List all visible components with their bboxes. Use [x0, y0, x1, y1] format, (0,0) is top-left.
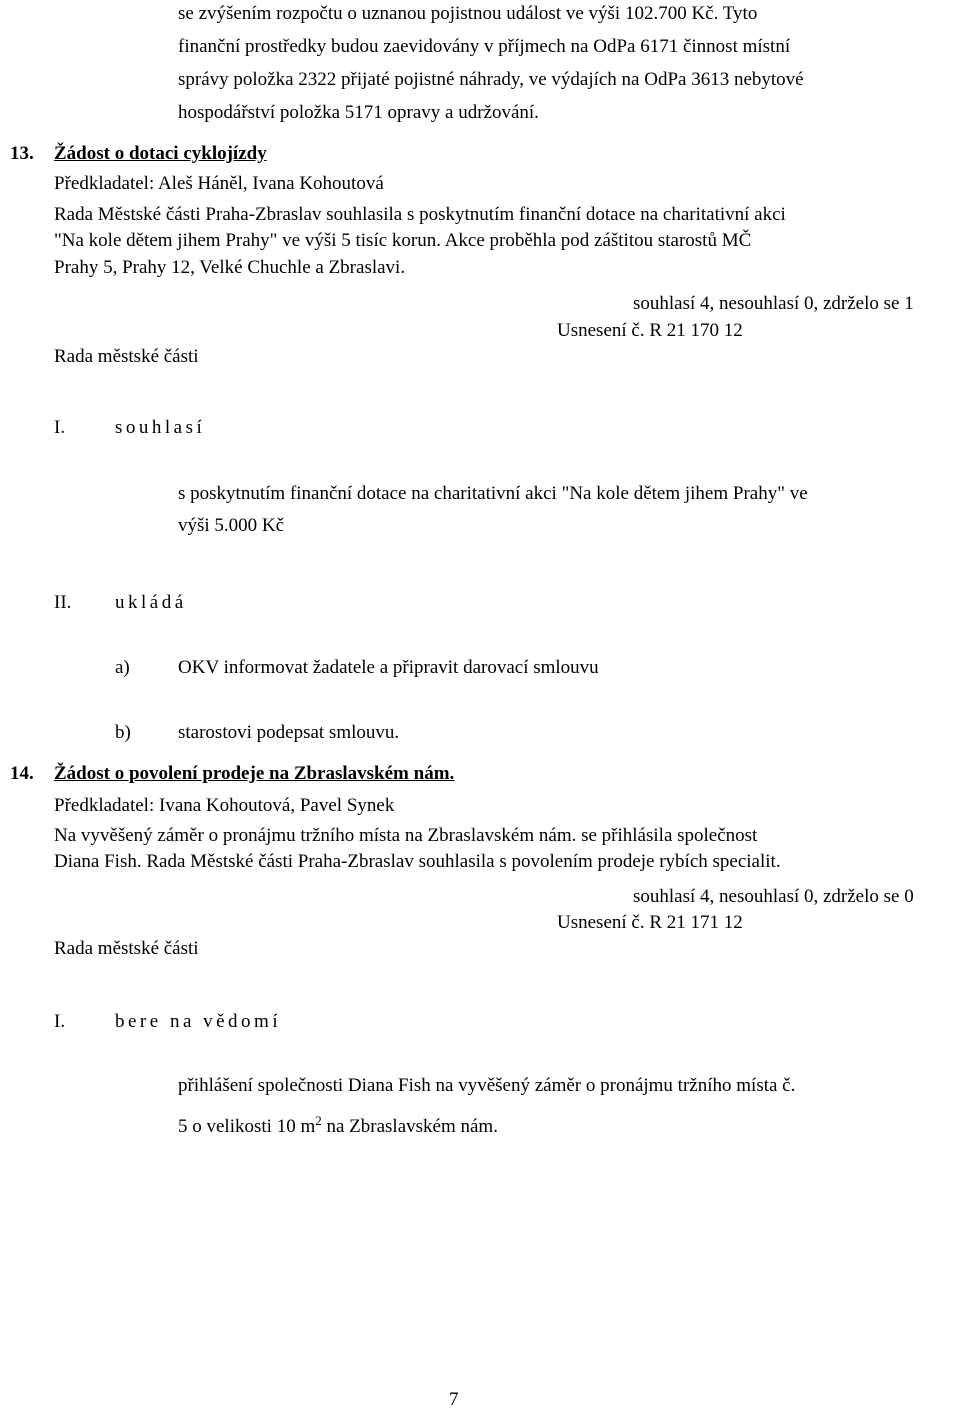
item-number: 13.: [10, 143, 34, 164]
vote-result: souhlasí 4, nesouhlasí 0, zdrželo se 0: [633, 886, 914, 907]
item-body-line: Na vyvěšený záměr o pronájmu tržního místa na Zbraslavském nám. se přihlásila společnost: [54, 825, 758, 846]
item-body-line: Rada Městské části Praha-Zbraslav souhlasila s poskytnutím finanční dotace na charitativní akci: [54, 204, 786, 225]
council-label: Rada městské části: [54, 938, 199, 959]
item-title: Žádost o dotaci cyklojízdy: [54, 143, 267, 164]
subitem-letter: b): [115, 722, 131, 743]
item-body-line: Diana Fish. Rada Městské části Praha-Zbraslav souhlasila s povolením prodeje rybích specialit.: [54, 851, 781, 872]
item-submitter: Předkladatel: Ivana Kohoutová, Pavel Synek: [54, 795, 395, 816]
intro-line: správy položka 2322 přijaté pojistné náhrady, ve výdajích na OdPa 3613 nebytové: [178, 69, 804, 90]
area-exponent: 2: [315, 1113, 322, 1128]
vote-result: souhlasí 4, nesouhlasí 0, zdrželo se 1: [633, 293, 914, 314]
section-numeral: I.: [54, 1011, 66, 1032]
item-submitter: Předkladatel: Aleš Háněl, Ivana Kohoutová: [54, 173, 384, 194]
section-text-line: přihlášení společnosti Diana Fish na vyvěšený záměr o pronájmu tržního místa č.: [178, 1075, 796, 1096]
section-numeral: I.: [54, 417, 66, 438]
area-value: 5 o velikosti 10 m: [178, 1116, 316, 1137]
section-numeral: II.: [54, 592, 72, 613]
resolution-number: Usnesení č. R 21 170 12: [557, 320, 743, 341]
section-text-line: s poskytnutím finanční dotace na charitativní akci "Na kole dětem jihem Prahy" ve: [178, 483, 808, 504]
section-verb: souhlasí: [115, 417, 206, 438]
intro-line: finanční prostředky budou zaevidovány v příjmech na OdPa 6171 činnost místní: [178, 36, 791, 57]
page-number: 7: [449, 1389, 459, 1410]
item-body-line: "Na kole dětem jihem Prahy" ve výši 5 tisíc korun. Akce proběhla pod záštitou starostů MČ: [54, 230, 752, 251]
item-number: 14.: [10, 763, 34, 784]
intro-line: hospodářství položka 5171 opravy a udržování.: [178, 102, 539, 123]
council-label: Rada městské části: [54, 346, 199, 367]
subitem-letter: a): [115, 657, 130, 678]
area-suffix: na Zbraslavském nám.: [321, 1116, 498, 1137]
subitem-text: OKV informovat žadatele a připravit darovací smlouvu: [178, 657, 599, 678]
resolution-number: Usnesení č. R 21 171 12: [557, 912, 743, 933]
intro-line: se zvýšením rozpočtu o uznanou pojistnou událost ve výši 102.700 Kč. Tyto: [178, 3, 758, 24]
section-verb: bere na vědomí: [115, 1011, 282, 1032]
item-title: Žádost o povolení prodeje na Zbraslavském nám.: [54, 763, 455, 784]
item-body-line: Prahy 5, Prahy 12, Velké Chuchle a Zbraslavi.: [54, 257, 406, 278]
section-text-line: [178, 1113, 498, 1137]
section-verb: ukládá: [115, 592, 187, 613]
subitem-text: starostovi podepsat smlouvu.: [178, 722, 400, 743]
section-text-line: výši 5.000 Kč: [178, 515, 285, 536]
